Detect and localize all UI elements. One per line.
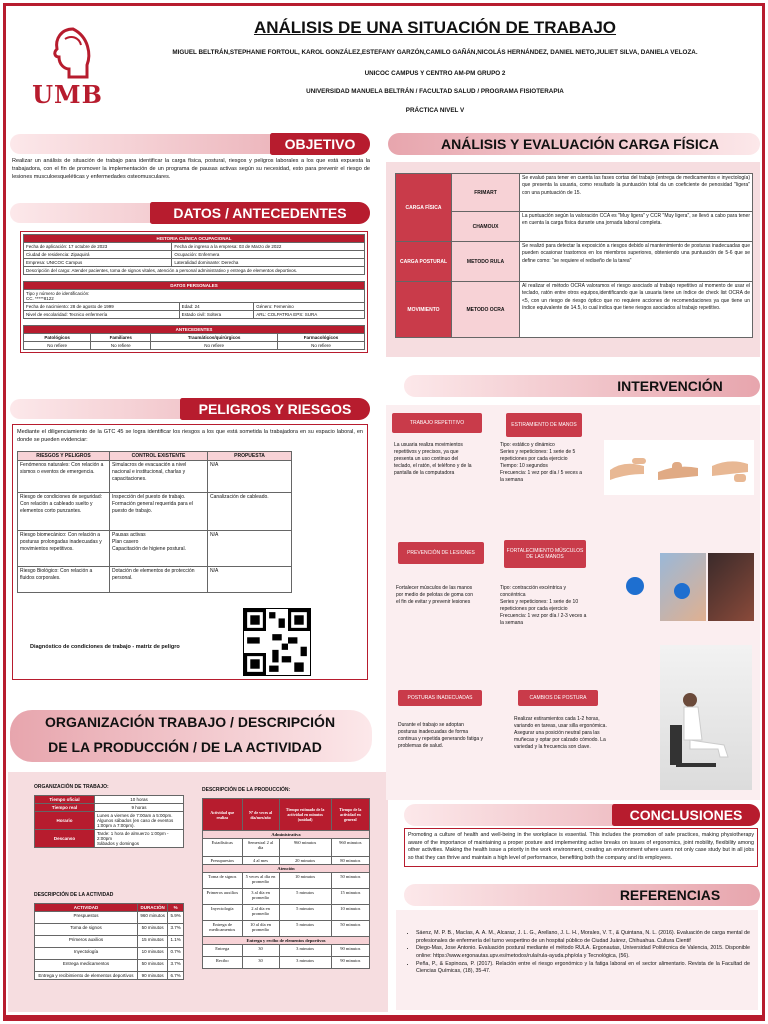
university: UNIVERSIDAD MANUELA BELTRÁN / FACULTAD SALUD / PROGRAMA FISIOTERAPIA <box>306 88 564 95</box>
personales-table <box>23 281 365 319</box>
table-row: Primeros auxilios 3 al día en promedio 5 minutos 15 minutos <box>203 889 370 905</box>
authors: MIGUEL BELTRÁN,STEPHANIE FORTOUL, KAROL GONZÁLEZ,ESTEFANY GARZÓN,CAMILO GAÑÁN,NICOLÁS HERNÁNDEZ, DANIEL NIETO,JULIET SILVA, DANIELA VELOZA. <box>172 49 698 56</box>
ocupacion: Ocupación: Enfermera <box>172 251 365 259</box>
ant-val: No refiere <box>91 342 151 350</box>
act-title: DESCRIPCIÓN DE LA ACTIVIDAD <box>34 892 114 898</box>
table-row: Toma de signos 50 minutos 3.7% <box>35 924 184 936</box>
prod-title: DESCRIPCIÓN DE LA PRODUCCIÓN: <box>202 787 291 793</box>
table-row: Prespuestos 960 minutos 5.9% <box>35 912 184 924</box>
carga-table <box>395 173 753 338</box>
objetivo-header: OBJETIVO <box>270 133 370 155</box>
table-row: Entrega y recibimiento de elementos deportivos 90 minutos 6.7% <box>35 972 184 980</box>
hand-stretch-icon <box>654 440 702 495</box>
lateralidad: Lateralidad dominante: Derecha <box>172 259 365 267</box>
ant-head: Patológicos <box>24 334 91 342</box>
cc: CC. *****8122 <box>26 296 54 301</box>
carga-header: ANÁLISIS Y EVALUACIÓN CARGA FÍSICA <box>441 136 719 152</box>
umb-logo <box>30 25 105 110</box>
ant-val: No refiere <box>151 342 278 350</box>
referencias-header: REFERENCIAS <box>619 887 721 903</box>
table-row: CARGA POSTURAL METODO RULA Se realizó para detectar la exposición a riesgos debido al mantenimiento de posturas inadecuadas que pueden ocasionar trastornos en los miembros superiores, obteniendo una puntuación de 5-6 que se define como: "se requiere el rediseño de la tarea" <box>396 242 753 282</box>
carga-table-wrap <box>395 173 753 338</box>
box-prevencion: PREVENCIÓN DE LESIONES <box>398 542 484 564</box>
prod-table-wrap <box>202 798 370 969</box>
table-row: Inyectología 10 minutos 0.7% <box>35 948 184 960</box>
ant-val: No refiere <box>277 342 364 350</box>
text-prevencion: Fortalecer músculos de las manos por medio de pelotas de goma con el fin de evitar y prevenir lesiones <box>396 585 473 605</box>
table-row: Riesgo Biológico: Con relación a fluidos corporales. Dotación de elementos de protección personal. N/A <box>18 566 292 592</box>
org-table-wrap <box>34 795 184 848</box>
text-trabajo-repetitivo: La usuaria realiza movimientos repetitivos y precisos, ya que presenta un uso continuo del teclado, el ratón, el teléfono y de la pantalla de la computadora <box>394 442 472 476</box>
photo-ball-3 <box>708 553 754 621</box>
peligros-table <box>17 451 292 593</box>
referencias-area <box>396 910 758 1010</box>
text-posturas: Durante el trabajo se adoptan posturas inadecuadas de forma continua y repetida generando fatiga y problemas de salud. <box>398 722 484 749</box>
hand-stretch-icon <box>604 440 652 495</box>
peligros-header: PELIGROS Y RIESGOS <box>180 398 370 420</box>
antecedentes-table <box>23 325 365 350</box>
peligros-head: CONTROL EXISTENTE <box>110 451 208 460</box>
photo-ball-2 <box>660 553 706 621</box>
box-trabajo-repetitivo: TRABAJO REPETITIVO <box>392 413 482 433</box>
box-cambios: CAMBIOS DE POSTURA <box>518 690 598 706</box>
qr-code[interactable] <box>243 608 311 676</box>
reference-item: • Sáenz, M. P. B., Macías, A. A. M., Alcaraz, J. L. G., Arellano, J. L. H., Morales, V. T., & Quintana, N. L. (2016). Evaluación de carga mental de profesionales de enfermería del turno vespertino de un hospital público de Ciudad Juárez, Chihuahua. Cultura Cientif <box>416 930 750 945</box>
empresa: Empresa: UNICOC Campus <box>24 259 172 267</box>
tipo-id: Tipo y número de identificación: <box>26 291 90 296</box>
text-estiramiento: Tipo: estático y dinámico Series y repeticiones: 1 serie de 5 repeticiones por cada ejercicio Tiempo: 10 segundos Frecuencia: 1 vez por día / 5 veces a la semana <box>500 442 582 483</box>
table-row: Inyectología 2 al día en promedio 5 minutos 10 minutos <box>203 905 370 921</box>
descripcion-cargo: Descripción del cargo: Atender pacientes, toma de signos vitales, atención a personal administrativo y entrega de elementos deportivos. <box>24 267 365 275</box>
table-row: CHAMOUX La puntuación según la valoración CCA es "Muy ligera" y CCR "Muy ligera", se llevó a cabo para tener en cuenta la carga física durante una jornada laboral completa. <box>396 212 753 242</box>
ant-head: Farmacológicos <box>277 334 364 342</box>
table-row: Riesgo de condiciones de seguridad: Con relación a cableado suelto y elementos corto punzantes. Inspección del puesto de trabajo. Formación general requerida para el puesto de trabajo. Canalización de cableado. <box>18 492 292 530</box>
arl: ARL: COLPATRIA EPS: SURA <box>254 311 365 319</box>
photo-posture <box>660 645 752 790</box>
table-row: CARGA FÍSICA FRIMART Se evaluó para tener en cuenta las fases cortas del trabajo (entrega de medicamentos e inyectología) que presenta la usuaria, como resultado la puntuación total da un coeficiente de penosidad "ligera" con una puntuación de 15. <box>396 174 753 212</box>
ciudad: Ciudad de residencia: Zipaquirá <box>24 251 172 259</box>
historia-title: HISTORIA CLÍNICA OCUPACIONAL <box>24 235 365 243</box>
poster-title: ANÁLISIS DE UNA SITUACIÓN DE TRABAJO <box>253 18 617 37</box>
peligros-head: PROPUESTA <box>208 451 292 460</box>
table-row: Primeros auxilios 15 minutos 1.1% <box>35 936 184 948</box>
photo-estiramiento <box>604 440 754 495</box>
peligros-box <box>12 424 368 680</box>
reference-item[interactable]: • Diego-Mas, Jose Antonio. Evaluación postural mediante el método RULA. Ergonautas, Universidad Politécnica de Valencia, 2015. Disponible online: https://www.ergonautas.upv.es/metodos/rula/rula-ayuda.php/ola y Tecnológica, (56). <box>416 945 750 960</box>
table-row: Estadísticas Semestral 2 al día 960 minutos 960 minutos <box>203 839 370 857</box>
ant-head: Traumáticos/quirúrgicos <box>151 334 278 342</box>
civil: Estado civil: Soltera <box>179 311 254 319</box>
act-table: ACTIVIDAD DURACIÓN % Prespuestos 960 minutos 5.9% Toma de signos 50 minutos 3.7% Primeros auxilios 15 minutos 1.1% Inyectología 10 minutos 0.7% Entrega medicamentos 50 minutos 3.7% Entrega y recibimiento de elementos deportivos 90 minutos 6.7% <box>34 903 184 980</box>
nacimiento: Fecha de nacimiento: 28 de agosto de 1999 <box>24 303 180 311</box>
table-row: Entrega 30 3 minutos 90 minutos <box>203 945 370 957</box>
box-posturas: POSTURAS INADECUADAS <box>398 690 482 706</box>
historia-table <box>23 234 365 275</box>
fecha-aplicacion: Fecha de aplicación: 17 octubre de 2023 <box>24 243 172 251</box>
photo-fortalecimiento <box>612 553 754 621</box>
conclusiones-header: CONCLUSIONES <box>612 804 760 826</box>
level: PRÁCTICA NIVEL V <box>405 107 465 114</box>
datos-box <box>20 231 368 353</box>
table-row: MOVIMIENTO METODO OCRA Al realizar el método OCRA valoramos el riesgo asociado al trabajo repetitivo al momento de usar el teclado, ratón entre otros equipos,identificando que la usuaria tiene un índice de check list OCRA de <5, con un riesgo de riesgo óptico que no requiere acciones de recomendaciones ya que tiene un índice equivalente de 14.5, lo cual indica que tiene riesgos asociados al trabajo repetitivo. <box>396 282 753 338</box>
edad: Edad: 24 <box>179 303 254 311</box>
person-sitting-icon <box>660 645 752 790</box>
hand-stretch-icon <box>704 440 752 495</box>
qr-caption: Diagnóstico de condiciones de trabajo - matriz de peligro <box>30 644 180 650</box>
qr-icon <box>244 609 310 675</box>
datos-header: DATOS / ANTECEDENTES <box>150 202 370 224</box>
table-row: Recibo 30 3 minutos 90 minutos <box>203 957 370 969</box>
org-table: Tiempo oficial 10 horas Tiempo real 9 horas Horario Lunes a viernes de 7:00am a 5:00pm. Algunos sábados (en caso de eventos 1:00pm a 7:00pm). Descanso Tarde: 1 hora de almuerzo 1:00pm - 2:00pm Sábados y domingos <box>34 795 184 848</box>
table-row: Riesgo biomecánico: Con relación a posturas prolongadas inadecuadas y movimientos repetitivos. Pausas activas Plan casero Capacitación de higiene postural. N/A <box>18 530 292 566</box>
photo-ball-1 <box>612 553 658 621</box>
conclusiones-text: Promoting a culture of health and well-being in the workplace is essential. This includes the promotion of safe practices, making physiotherapy aware of the importance of maintaining a proper posture and implementing active breaks on issues of ergonomics, joint mobility, flexibility among other activities. Making the health issue a priority in the work environment, creating an environment where users not only case study but in all jobs so that they can thrive and maintain a high level of performance, benefiting both the company and its employees. <box>404 828 758 867</box>
reference-item: • Peña, P., & Espinoza, P. (2017). Relación entre el riesgo ergonómico y la fatiga laboral en el sector alimentario. Revista de la Facultad de Ciencias Químicas, (18), 35-47. <box>416 961 750 976</box>
fecha-ingreso: Fecha de ingreso a la empresa: 03 de Marzo de 2022 <box>172 243 365 251</box>
table-row: Fenómenos naturales: Con relación a sismos o eventos de emergencia. Simulacros de evacuación a nivel nacional e institucional, charlas y capacitaciones. N/A <box>18 460 292 492</box>
box-estiramiento: ESTIRAMIENTO DE MANOS <box>506 413 582 437</box>
table-row: Toma de signos 5 veces al día en promedio 10 minutos 50 minutos <box>203 873 370 889</box>
ant-val: No refiere <box>24 342 91 350</box>
logo-profile-icon <box>43 25 93 80</box>
ant-head: Familiares <box>91 334 151 342</box>
peligros-intro: Mediante el diligenciamiento de la GTC 45 se logra identificar los riesgos a los que está sometida la trabajadora en su espacio laboral, en donde se pueden evidenciar: <box>17 429 363 443</box>
antecedentes-title: ANTECEDENTES <box>24 326 365 334</box>
org-header-2: DE LA PRODUCCIÓN / DE LA ACTIVIDAD <box>48 739 322 755</box>
org-title: ORGANIZACIÓN DE TRABAJO: <box>34 784 109 790</box>
escolaridad: Nivel de escolaridad: Tecnico enfermería <box>24 311 180 319</box>
text-fortalecimiento: Tipo: contracción excéntrica y concéntrica Series y repeticiones: 1 serie de 10 repeticiones por cada ejercicio Frecuencia: 1 vez por día / 2-3 veces a la semana <box>500 585 587 626</box>
footer-bar <box>3 1015 765 1021</box>
prod-table: Actividad que realiza Nº de veces al día/mes/año Tiempo estimado de la actividad en minutos (unidad) Tiempo de la actividad en general Administrativa Estadísticas Semestral 2 al día 960 minutos 960 minutos Presupuestos 4 al mes 20 minutos 80 minutos Atención Toma de signos 5 veces al día en promedio 10 minutos 50 minutos Primeros auxilios 3 al día en promedio 5 minutos 15 minutos Inyectología 2 al día en promedio 5 minutos 10 minutos Entrega de medicamentos 10 al día en promedio 5 minutos 50 minutos Entrega y recibo de elementos deportivos Entrega 30 3 minutos 90 minutos Recibo 30 3 minutos 90 minutos <box>202 798 370 969</box>
table-row: Entrega de medicamentos 10 al día en promedio 5 minutos 50 minutos <box>203 921 370 937</box>
box-fortalecimiento: FORTALECIMIENTO MÚSCULOS DE LAS MANOS <box>504 540 586 568</box>
text-cambios: Realizar estiramientos cada 1-2 horas, variando en tareas, usar silla ergonómica. Asegurar una posición neutral para las muñecas y optar por calzado cómodo. La variedad y la frecuencia son clave. <box>514 716 607 750</box>
table-row: Entrega medicamentos 50 minutos 3.7% <box>35 960 184 972</box>
genero: Género: Femenino <box>254 303 365 311</box>
table-row: Presupuestos 4 al mes 20 minutos 80 minutos <box>203 857 370 865</box>
act-table-wrap <box>34 903 184 980</box>
org-header-1: ORGANIZACIÓN TRABAJO / DESCRIPCIÓN <box>44 714 336 730</box>
campus: UNICOC CAMPUS Y CENTRO AM-PM GRUPO 2 <box>364 70 506 77</box>
personales-title: DATOS PERSONALES <box>24 282 365 290</box>
peligros-head: RIESGOS Y PELIGROS <box>18 451 110 460</box>
objetivo-text: Realizar un análisis de situación de trabajo para identificar la carga física, postural, riesgos y peligros laborales a los que está expuesta la trabajadora, con el fin de promover la implementación de un programa de pausas activas según su necesidad, esto para prevenir el riesgo de lesiones musculoesqueléticas y enfermedades osteomusculares. <box>12 158 370 180</box>
logo-text: UMB <box>32 80 103 109</box>
intervencion-header: INTERVENCIÓN <box>617 378 723 394</box>
